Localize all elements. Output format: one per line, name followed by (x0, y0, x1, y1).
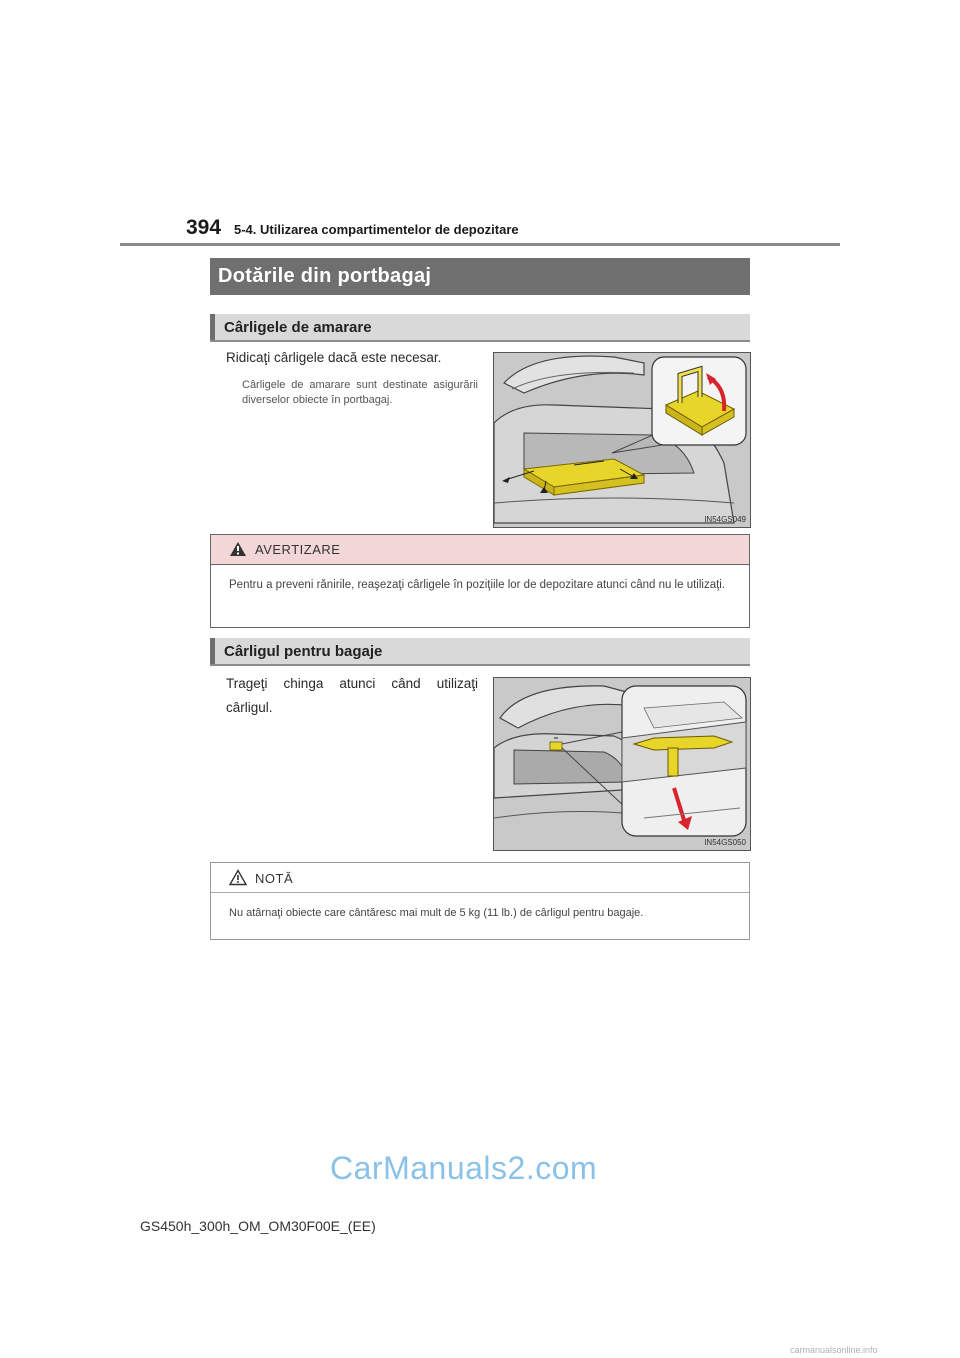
page-number: 394 (186, 216, 222, 239)
section-reference: 5-4. Utilizarea compartimentelor de depozitare (234, 222, 519, 237)
watermark-logo: CarManuals2.com (330, 1150, 598, 1186)
grocery-hook-instruction: Trageţi chinga atunci când utilizaţi cârligul. (226, 676, 478, 715)
grocery-hook-svg (494, 678, 750, 850)
tie-down-detail: Cârligele de amarare sunt destinate asigurării diverselor obiecte în portbagaj. (242, 379, 478, 406)
tie-down-hooks-illustration (493, 352, 751, 528)
note-box (210, 862, 750, 940)
caution-triangle-icon (229, 869, 247, 886)
main-title: Dotările din portbagaj (218, 265, 432, 287)
main-title-bar (210, 258, 750, 295)
tie-down-instruction: Ridicaţi cârligele dacă este necesar. (226, 350, 442, 365)
subheading-accent (210, 314, 215, 340)
watermark-footer: carmanualsonline.info (790, 1345, 878, 1355)
subheading-label: Cârligele de amarare (224, 319, 372, 336)
warning-header (211, 535, 749, 565)
note-label: NOTĂ (255, 871, 294, 886)
warning-triangle-icon (229, 541, 247, 557)
header-rule (120, 243, 840, 246)
trunk-illustration-svg (494, 353, 750, 527)
warning-label: AVERTIZARE (255, 542, 341, 557)
warning-box (210, 534, 750, 628)
footer-doc-code: GS450h_300h_OM_OM30F00E_(EE) (140, 1218, 376, 1234)
subheading-grocery-hook (210, 638, 750, 666)
note-header (211, 863, 749, 893)
note-text: Nu atârnaţi obiecte care cântăresc mai mult de 5 kg (11 lb.) de cârligul pentru bagaje. (229, 907, 644, 919)
grocery-hook-illustration (493, 677, 751, 851)
subheading-tie-down-hooks (210, 314, 750, 342)
figure-code: IN54GS049 (704, 515, 746, 524)
figure-code: IN54GS050 (704, 838, 746, 847)
warning-text: Pentru a preveni rănirile, reaşezaţi cârligele în poziţiile lor de depozitare atunci când nu le utilizaţi. (229, 579, 726, 591)
subheading-accent (210, 638, 215, 664)
subheading-label: Cârligul pentru bagaje (224, 643, 383, 660)
